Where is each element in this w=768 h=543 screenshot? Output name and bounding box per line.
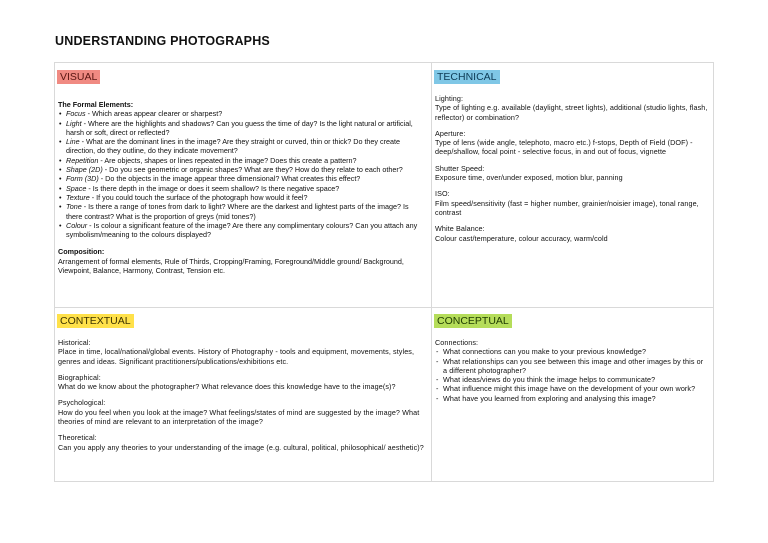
list-item: • Form (3D) - Do the objects in the image appear three dimensional? What creates this effect? [58,174,426,183]
connections-list [435,347,709,403]
section-label: Biographical: [58,372,101,382]
grid-divider-horizontal [55,307,713,308]
contextual-section [58,373,426,392]
section-text: Film speed/sensitivity (fast = higher number, grainier/noisier image), tonal range, contrast [435,198,699,217]
technical-body [433,94,711,243]
section-label: Historical: [58,338,91,347]
section-text: Can you apply any theories to your understanding of the image (e.g. cultural, political, philosophical/ aesthetic)? [58,442,424,452]
section-label: Lighting: [435,94,464,103]
technical-section [435,224,709,243]
visual-body [56,100,428,275]
list-item: - What relationships can you see between this image and other images by this or a different photographer? [435,357,709,376]
section-label: Theoretical: [58,433,97,443]
composition-text: Arrangement of formal elements, Rule of Thirds, Cropping/Framing, Foreground/Middle ground/ Background, Viewpoint, Balance, Harmony, Contrast, Tension etc. [58,256,404,276]
conceptual-body [433,338,711,403]
contextual-body [56,338,428,452]
formal-elements-list [58,109,426,239]
visual-cell [56,67,428,305]
list-item: - What influence might this image have on the development of your own work? [435,384,709,393]
list-item: - What ideas/views do you think the image helps to communicate? [435,375,709,384]
contextual-section [58,433,426,452]
visual-heading: VISUAL [57,70,100,84]
section-text: Type of lighting e.g. available (daylight, street lights), additional (studio lights, flash, reflector) or combination? [435,103,708,122]
technical-section [435,129,709,157]
conceptual-cell [433,311,711,481]
analysis-grid [54,62,714,482]
technical-cell [433,67,711,305]
connections-label: Connections: [435,338,479,347]
section-text: Place in time, local/national/global events. History of Photography - tools and equipment, movements, styles, genres and ideas. Significant practitioners/publications/exhibitions etc. [58,347,415,366]
technical-section [435,164,709,183]
contextual-section [58,338,426,366]
contextual-heading: CONTEXTUAL [57,314,134,328]
technical-section [435,94,709,122]
list-item: • Focus - Which areas appear clearer or sharpest? [58,109,426,118]
conceptual-heading: CONCEPTUAL [434,314,512,328]
section-text: Type of lens (wide angle, telephoto, macro etc.) f-stops, Depth of Field (DOF) - deep/shallow, focal point - selective focus, in and out of focus, vignette [435,138,693,157]
technical-heading: TECHNICAL [434,70,500,84]
section-label: ISO: [435,189,450,199]
list-item: • Tone - Is there a range of tones from dark to light? Where are the darkest and lightest parts of the image? Is there contrast? What is the proportion of greys (mid tones?) [58,202,426,221]
list-item: • Space - Is there depth in the image or does it seem shallow? Is there negative space? [58,184,426,193]
contextual-section [58,398,426,426]
list-item: - What connections can you make to your previous knowledge? [435,347,709,356]
list-item: • Shape (2D) - Do you see geometric or organic shapes? What are they? How do they relate to each other? [58,165,426,174]
contextual-cell [56,311,428,481]
section-label: White Balance: [435,224,485,234]
list-item: • Colour - Is colour a significant feature of the image? Are there any complimentary colours? Can you attach any symbolism/meaning to the colours displayed? [58,221,426,240]
list-item: • Line - What are the dominant lines in the image? Are they straight or curved, thin or thick? Do they create direction, do they outline, do they indicate movement? [58,137,426,156]
technical-section [435,189,709,217]
composition-title: Composition: [58,247,105,257]
section-text: Colour cast/temperature, colour accuracy, warm/cold [435,233,608,243]
section-label: Aperture: [435,128,466,138]
list-item: - What have you learned from exploring and analysing this image? [435,394,709,403]
section-text: What do we know about the photographer? What relevance does this knowledge have to the image(s)? [58,382,396,392]
grid-divider-vertical [431,63,432,481]
section-text: Exposure time, over/under exposed, motion blur, panning [435,173,623,183]
section-label: Psychological: [58,398,106,408]
page-title: UNDERSTANDING PHOTOGRAPHS [55,34,270,48]
section-label: Shutter Speed: [435,163,485,173]
list-item: • Texture - If you could touch the surface of the photograph how would it feel? [58,193,426,202]
list-item: • Light - Where are the highlights and shadows? Can you guess the time of day? Is the light natural or artificial, harsh or soft, direct or reflected? [58,119,426,138]
section-text: How do you feel when you look at the image? What feelings/states of mind are suggested by the image? What theories of mind are relevant to an interpretation of the image? [58,407,420,427]
formal-elements-title: The Formal Elements: [58,100,134,109]
list-item: • Repetition - Are objects, shapes or lines repeated in the image? Does this create a pattern? [58,156,426,165]
